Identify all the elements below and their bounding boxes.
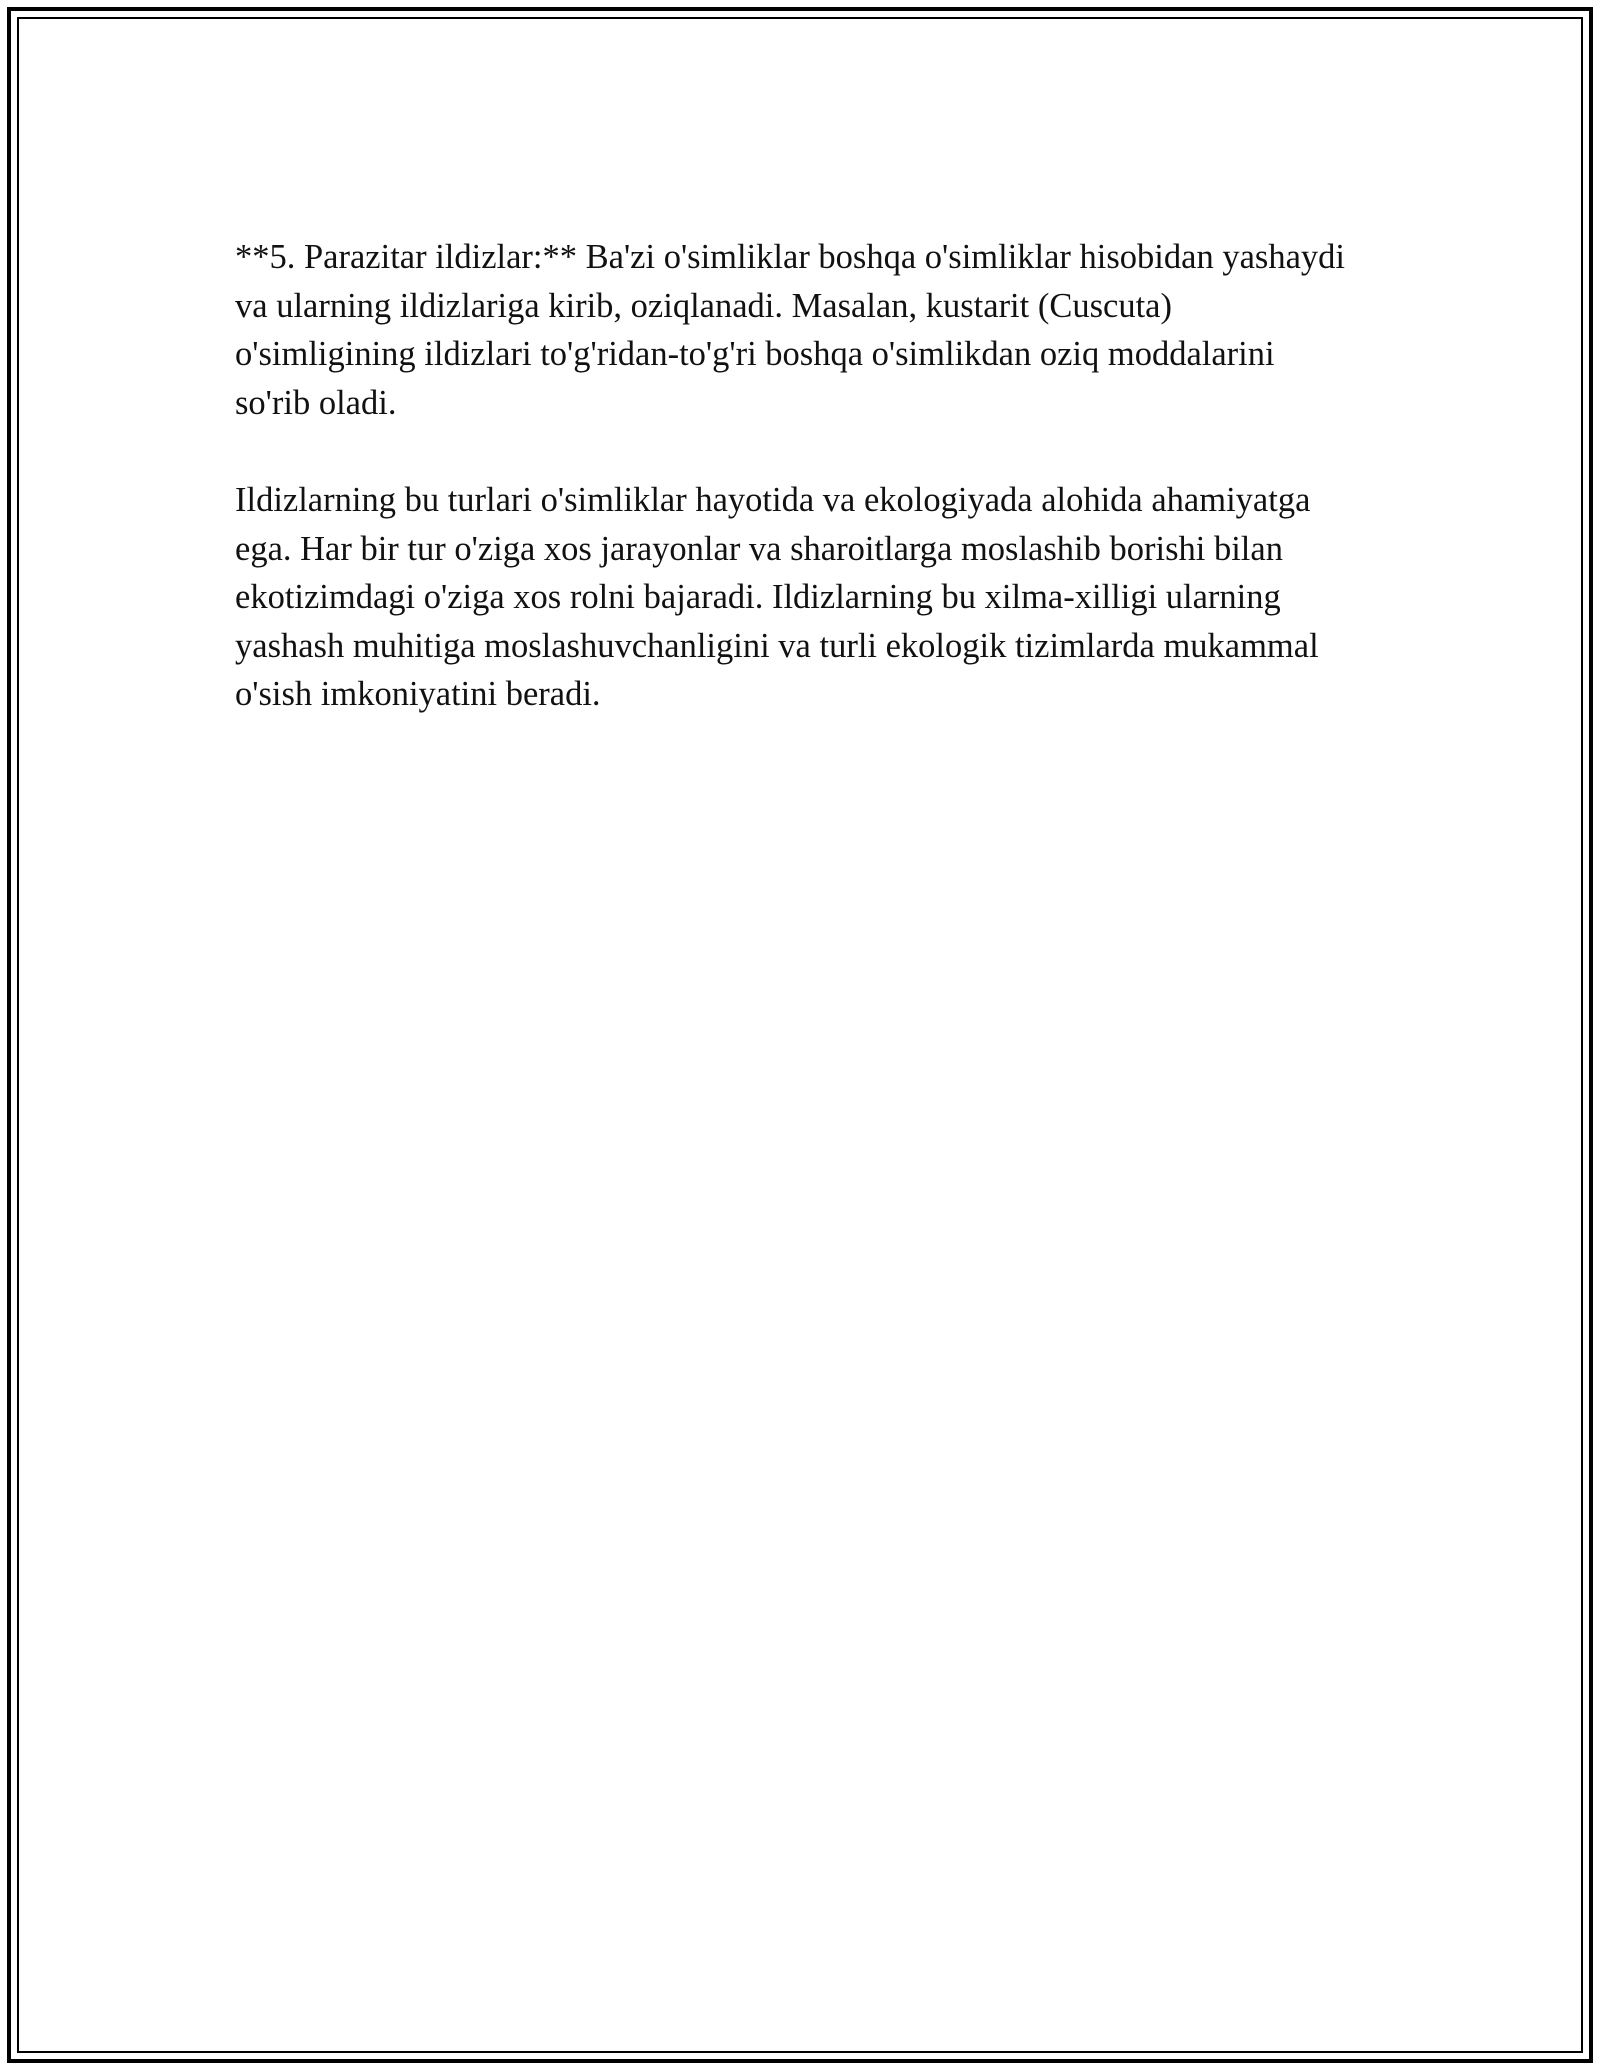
paragraph-parasitic-roots: **5. Parazitar ildizlar:** Ba'zi o'simliklar boshqa o'simliklar hisobidan yashaydi va ularning ildizlariga kirib, oziqlanadi. Masalan, kustarit (Cuscuta) o'simligining ildizlari to'g'ridan-to'g'ri boshqa o'simlikdan oziq moddalarini so'rib oladi.	[235, 238, 1345, 422]
paragraph-root-types-summary: Ildizlarning bu turlari o'simliklar hayotida va ekologiyada alohida ahamiyatga ega. Har bir tur o'ziga xos jarayonlar va sharoitlarga moslashib borishi bilan ekotizimdagi o'ziga xos rolni bajaradi. Ildizlarning bu xilma-xilligi ularning yashash muhitiga moslashuvchanligini va turli ekologik tizimlarda mukammal o'sish imkoniyatini beradi.	[235, 480, 1319, 714]
document-body	[235, 233, 1355, 768]
